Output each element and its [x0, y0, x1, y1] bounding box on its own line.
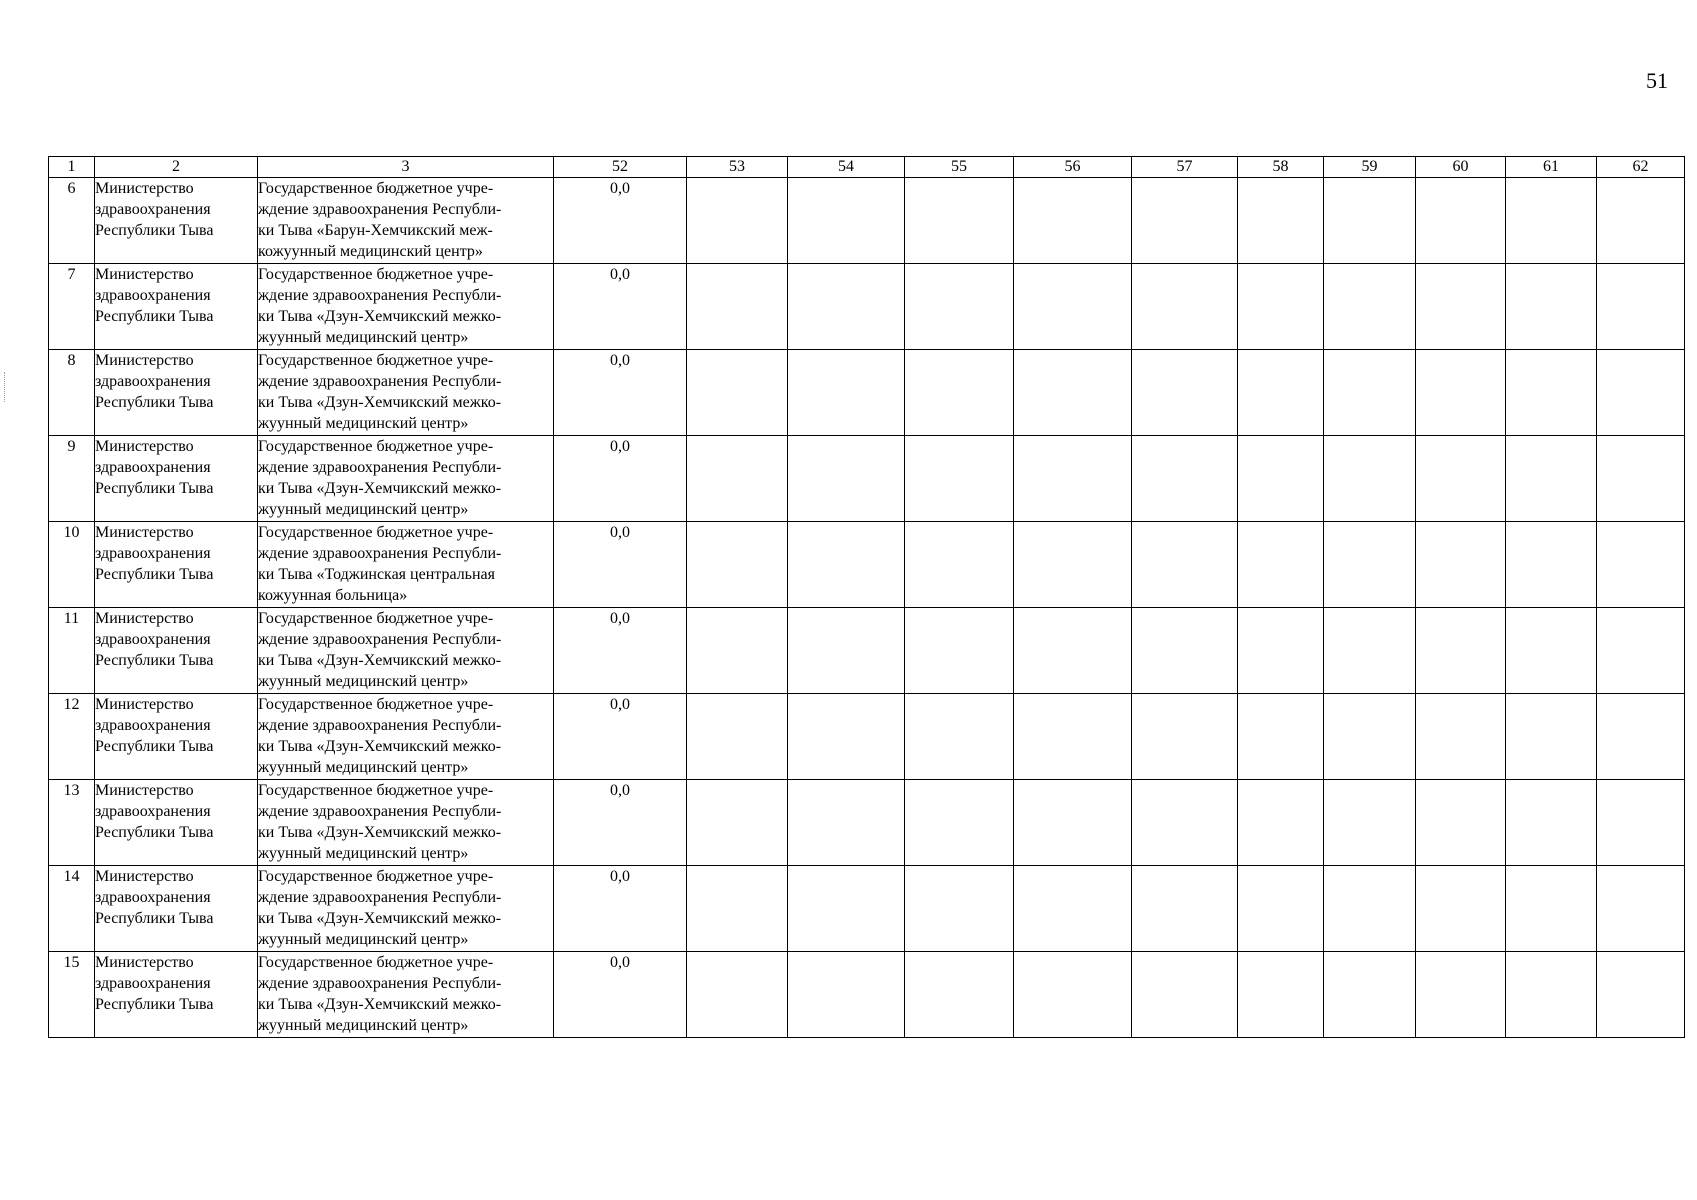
ministry-line: Республики Тыва: [95, 910, 214, 927]
empty-cell-61: [1506, 780, 1597, 866]
empty-cell-53: [687, 350, 788, 436]
empty-cell-57: [1132, 436, 1238, 522]
table-row: [49, 866, 1685, 952]
empty-cell-53: [687, 608, 788, 694]
empty-cell-56: [1014, 178, 1132, 264]
empty-cell-58: [1238, 694, 1324, 780]
column-header-3: 3: [258, 157, 554, 178]
empty-cell-57: [1132, 264, 1238, 350]
ministry-cell: [95, 694, 258, 780]
empty-cell-55: [905, 952, 1014, 1038]
institution-cell: [258, 694, 554, 780]
row-number: 6: [49, 178, 95, 264]
ministry-line: Министерство: [95, 696, 194, 713]
empty-cell-57: [1132, 350, 1238, 436]
value-cell-52: 0,0: [554, 178, 687, 264]
institution-line: ки Тыва «Дзун-Хемчикский межко-: [258, 394, 502, 411]
value-cell-52: 0,0: [554, 866, 687, 952]
ministry-line: здравоохранения: [95, 373, 211, 390]
institution-line: ждение здравоохранения Республи-: [258, 889, 502, 906]
ministry-line: здравоохранения: [95, 287, 211, 304]
empty-cell-55: [905, 350, 1014, 436]
ministry-line: Республики Тыва: [95, 652, 214, 669]
empty-cell-62: [1597, 178, 1685, 264]
empty-cell-54: [788, 350, 905, 436]
empty-cell-62: [1597, 522, 1685, 608]
empty-cell-62: [1597, 436, 1685, 522]
ministry-line: Министерство: [95, 524, 194, 541]
ministry-line: Республики Тыва: [95, 308, 214, 325]
empty-cell-54: [788, 264, 905, 350]
institution-line: Государственное бюджетное учре-: [258, 954, 494, 971]
institution-line: ждение здравоохранения Республи-: [258, 373, 502, 390]
empty-cell-56: [1014, 350, 1132, 436]
empty-cell-56: [1014, 780, 1132, 866]
empty-cell-54: [788, 866, 905, 952]
ministry-cell: [95, 780, 258, 866]
table-row: [49, 780, 1685, 866]
value-cell-52: 0,0: [554, 264, 687, 350]
institution-line: жуунный медицинский центр»: [258, 1017, 469, 1034]
row-number: 10: [49, 522, 95, 608]
table-row: [49, 178, 1685, 264]
empty-cell-60: [1416, 436, 1506, 522]
table-row: [49, 264, 1685, 350]
institution-line: ки Тыва «Дзун-Хемчикский межко-: [258, 652, 502, 669]
empty-cell-61: [1506, 350, 1597, 436]
ministry-line: здравоохранения: [95, 631, 211, 648]
empty-cell-54: [788, 952, 905, 1038]
empty-cell-53: [687, 522, 788, 608]
empty-cell-53: [687, 436, 788, 522]
institution-line: жуунный медицинский центр»: [258, 845, 469, 862]
ministry-cell: [95, 350, 258, 436]
column-header-56: 56: [1014, 157, 1132, 178]
empty-cell-58: [1238, 608, 1324, 694]
empty-cell-62: [1597, 866, 1685, 952]
empty-cell-55: [905, 264, 1014, 350]
table-row: [49, 694, 1685, 780]
data-table: [48, 156, 1685, 1038]
empty-cell-60: [1416, 350, 1506, 436]
empty-cell-53: [687, 780, 788, 866]
empty-cell-59: [1324, 694, 1416, 780]
empty-cell-53: [687, 952, 788, 1038]
empty-cell-62: [1597, 952, 1685, 1038]
empty-cell-56: [1014, 436, 1132, 522]
value-cell-52: 0,0: [554, 522, 687, 608]
column-header-61: 61: [1506, 157, 1597, 178]
institution-line: Государственное бюджетное учре-: [258, 438, 494, 455]
empty-cell-56: [1014, 866, 1132, 952]
institution-line: Государственное бюджетное учре-: [258, 266, 494, 283]
institution-cell: [258, 436, 554, 522]
empty-cell-61: [1506, 522, 1597, 608]
empty-cell-54: [788, 780, 905, 866]
column-header-1: 1: [49, 157, 95, 178]
empty-cell-54: [788, 436, 905, 522]
ministry-line: Республики Тыва: [95, 738, 214, 755]
ministry-line: Республики Тыва: [95, 394, 214, 411]
value-cell-52: 0,0: [554, 952, 687, 1038]
empty-cell-53: [687, 694, 788, 780]
empty-cell-61: [1506, 694, 1597, 780]
table-row: [49, 952, 1685, 1038]
empty-cell-56: [1014, 952, 1132, 1038]
value-cell-52: 0,0: [554, 608, 687, 694]
ministry-line: здравоохранения: [95, 201, 211, 218]
institution-line: ждение здравоохранения Республи-: [258, 717, 502, 734]
empty-cell-55: [905, 178, 1014, 264]
empty-cell-59: [1324, 178, 1416, 264]
empty-cell-57: [1132, 952, 1238, 1038]
institution-cell: [258, 522, 554, 608]
empty-cell-58: [1238, 780, 1324, 866]
table-body: [49, 178, 1685, 1038]
institution-line: жуунный медицинский центр»: [258, 501, 469, 518]
ministry-line: Республики Тыва: [95, 996, 214, 1013]
institution-line: ки Тыва «Дзун-Хемчикский межко-: [258, 738, 502, 755]
column-header-57: 57: [1132, 157, 1238, 178]
institution-line: Государственное бюджетное учре-: [258, 610, 494, 627]
empty-cell-57: [1132, 866, 1238, 952]
ministry-line: здравоохранения: [95, 545, 211, 562]
empty-cell-58: [1238, 866, 1324, 952]
column-header-52: 52: [554, 157, 687, 178]
empty-cell-55: [905, 608, 1014, 694]
empty-cell-59: [1324, 608, 1416, 694]
empty-cell-54: [788, 178, 905, 264]
empty-cell-55: [905, 866, 1014, 952]
ministry-cell: [95, 436, 258, 522]
ministry-cell: [95, 264, 258, 350]
empty-cell-62: [1597, 350, 1685, 436]
table-row: [49, 608, 1685, 694]
row-number: 14: [49, 866, 95, 952]
empty-cell-57: [1132, 178, 1238, 264]
row-number: 9: [49, 436, 95, 522]
empty-cell-59: [1324, 436, 1416, 522]
empty-cell-55: [905, 436, 1014, 522]
ministry-line: Министерство: [95, 352, 194, 369]
ministry-line: здравоохранения: [95, 803, 211, 820]
empty-cell-61: [1506, 436, 1597, 522]
empty-cell-60: [1416, 952, 1506, 1038]
institution-line: ждение здравоохранения Республи-: [258, 287, 502, 304]
empty-cell-56: [1014, 608, 1132, 694]
institution-cell: [258, 608, 554, 694]
ministry-cell: [95, 608, 258, 694]
empty-cell-62: [1597, 264, 1685, 350]
row-number: 7: [49, 264, 95, 350]
institution-cell: [258, 952, 554, 1038]
empty-cell-62: [1597, 608, 1685, 694]
ministry-line: здравоохранения: [95, 717, 211, 734]
institution-line: жуунный медицинский центр»: [258, 759, 469, 776]
institution-line: ки Тыва «Тоджинская центральная: [258, 566, 495, 583]
empty-cell-53: [687, 178, 788, 264]
empty-cell-61: [1506, 178, 1597, 264]
empty-cell-53: [687, 866, 788, 952]
institution-line: ждение здравоохранения Республи-: [258, 201, 502, 218]
institution-line: Государственное бюджетное учре-: [258, 782, 494, 799]
empty-cell-57: [1132, 522, 1238, 608]
row-number: 8: [49, 350, 95, 436]
empty-cell-59: [1324, 264, 1416, 350]
value-cell-52: 0,0: [554, 780, 687, 866]
ministry-line: Министерство: [95, 782, 194, 799]
ministry-line: здравоохранения: [95, 975, 211, 992]
column-header-58: 58: [1238, 157, 1324, 178]
ministry-cell: [95, 178, 258, 264]
table-row: [49, 522, 1685, 608]
ministry-line: Республики Тыва: [95, 824, 214, 841]
empty-cell-61: [1506, 608, 1597, 694]
empty-cell-55: [905, 694, 1014, 780]
empty-cell-56: [1014, 522, 1132, 608]
ministry-cell: [95, 866, 258, 952]
institution-line: жуунный медицинский центр»: [258, 415, 469, 432]
institution-line: Государственное бюджетное учре-: [258, 868, 494, 885]
institution-cell: [258, 264, 554, 350]
empty-cell-61: [1506, 264, 1597, 350]
institution-line: жуунный медицинский центр»: [258, 673, 469, 690]
empty-cell-54: [788, 522, 905, 608]
value-cell-52: 0,0: [554, 350, 687, 436]
empty-cell-60: [1416, 694, 1506, 780]
institution-line: Государственное бюджетное учре-: [258, 180, 494, 197]
ministry-line: Республики Тыва: [95, 222, 214, 239]
empty-cell-54: [788, 608, 905, 694]
empty-cell-58: [1238, 264, 1324, 350]
ministry-line: Министерство: [95, 610, 194, 627]
empty-cell-55: [905, 780, 1014, 866]
empty-cell-59: [1324, 350, 1416, 436]
institution-line: ждение здравоохранения Республи-: [258, 631, 502, 648]
institution-line: ждение здравоохранения Республи-: [258, 459, 502, 476]
ministry-line: здравоохранения: [95, 459, 211, 476]
empty-cell-60: [1416, 522, 1506, 608]
empty-cell-60: [1416, 178, 1506, 264]
column-header-60: 60: [1416, 157, 1506, 178]
column-header-55: 55: [905, 157, 1014, 178]
institution-line: ки Тыва «Дзун-Хемчикский межко-: [258, 308, 502, 325]
institution-line: ки Тыва «Барун-Хемчикский меж-: [258, 222, 493, 239]
empty-cell-58: [1238, 436, 1324, 522]
empty-cell-62: [1597, 694, 1685, 780]
institution-cell: [258, 866, 554, 952]
row-number: 13: [49, 780, 95, 866]
ministry-cell: [95, 522, 258, 608]
empty-cell-53: [687, 264, 788, 350]
institution-cell: [258, 350, 554, 436]
ministry-line: Министерство: [95, 180, 194, 197]
institution-line: ки Тыва «Дзун-Хемчикский межко-: [258, 480, 502, 497]
ministry-line: Министерство: [95, 266, 194, 283]
empty-cell-59: [1324, 866, 1416, 952]
empty-cell-58: [1238, 178, 1324, 264]
empty-cell-54: [788, 694, 905, 780]
empty-cell-57: [1132, 608, 1238, 694]
empty-cell-56: [1014, 694, 1132, 780]
empty-cell-57: [1132, 780, 1238, 866]
institution-cell: [258, 780, 554, 866]
empty-cell-60: [1416, 866, 1506, 952]
empty-cell-55: [905, 522, 1014, 608]
empty-cell-58: [1238, 350, 1324, 436]
empty-cell-60: [1416, 264, 1506, 350]
institution-line: Государственное бюджетное учре-: [258, 352, 494, 369]
institution-line: жуунный медицинский центр»: [258, 931, 469, 948]
table-row: [49, 350, 1685, 436]
column-header-59: 59: [1324, 157, 1416, 178]
ministry-line: Министерство: [95, 438, 194, 455]
value-cell-52: 0,0: [554, 436, 687, 522]
institution-line: ждение здравоохранения Республи-: [258, 803, 502, 820]
empty-cell-56: [1014, 264, 1132, 350]
empty-cell-61: [1506, 866, 1597, 952]
scan-margin-marks: [4, 372, 8, 402]
institution-line: кожуунная больница»: [258, 587, 408, 604]
empty-cell-58: [1238, 522, 1324, 608]
ministry-line: Министерство: [95, 868, 194, 885]
empty-cell-62: [1597, 780, 1685, 866]
institution-line: ки Тыва «Дзун-Хемчикский межко-: [258, 824, 502, 841]
ministry-line: здравоохранения: [95, 889, 211, 906]
row-number: 15: [49, 952, 95, 1038]
page-number: 51: [1646, 68, 1668, 93]
empty-cell-59: [1324, 780, 1416, 866]
institution-cell: [258, 178, 554, 264]
ministry-line: Министерство: [95, 954, 194, 971]
empty-cell-61: [1506, 952, 1597, 1038]
empty-cell-57: [1132, 694, 1238, 780]
empty-cell-60: [1416, 780, 1506, 866]
empty-cell-59: [1324, 522, 1416, 608]
institution-line: ки Тыва «Дзун-Хемчикский межко-: [258, 910, 502, 927]
ministry-line: Республики Тыва: [95, 480, 214, 497]
ministry-cell: [95, 952, 258, 1038]
institution-line: ки Тыва «Дзун-Хемчикский межко-: [258, 996, 502, 1013]
value-cell-52: 0,0: [554, 694, 687, 780]
empty-cell-58: [1238, 952, 1324, 1038]
institution-line: Государственное бюджетное учре-: [258, 696, 494, 713]
column-header-54: 54: [788, 157, 905, 178]
institution-line: ждение здравоохранения Республи-: [258, 975, 502, 992]
institution-line: кожуунный медицинский центр»: [258, 243, 483, 260]
header-row: [49, 157, 1685, 178]
column-header-53: 53: [687, 157, 788, 178]
row-number: 12: [49, 694, 95, 780]
institution-line: Государственное бюджетное учре-: [258, 524, 494, 541]
column-header-62: 62: [1597, 157, 1685, 178]
table-row: [49, 436, 1685, 522]
empty-cell-59: [1324, 952, 1416, 1038]
row-number: 11: [49, 608, 95, 694]
institution-line: ждение здравоохранения Республи-: [258, 545, 502, 562]
institution-line: жуунный медицинский центр»: [258, 329, 469, 346]
column-header-2: 2: [95, 157, 258, 178]
ministry-line: Республики Тыва: [95, 566, 214, 583]
empty-cell-60: [1416, 608, 1506, 694]
